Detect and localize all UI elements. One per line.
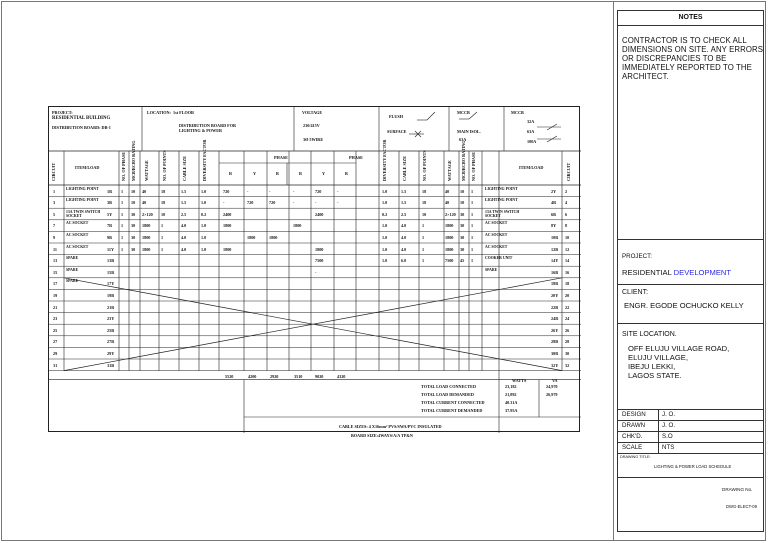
db-title: DISTRIBUTION BOARD FOR LIGHTING & POWER [179,123,237,133]
cell-c2: 16 [565,269,570,275]
summary-watts: 40.31A [505,399,518,405]
cell-w: 40 [142,200,147,206]
cell-w: 1800 [142,234,151,240]
summary-label: TOTAL LOAD CONNECTED [421,383,476,389]
cell-pts2: 1 [422,258,425,264]
cell-df: 1.0 [201,200,207,206]
project-name-accent: DEVELOPMENT [673,268,732,277]
cell-df2: 1.0 [382,234,388,240]
cell-cab2: 4.0 [401,234,407,240]
phase-total: 2920 [270,373,279,379]
cell-y2: 7500 [315,258,324,264]
phase-header-left: PHASE [274,155,288,160]
cell-cab2: 1.5 [401,188,407,194]
cell-y2: 720 [315,188,322,194]
summary-va: 24,970 [546,383,558,389]
cell-y2: 2400 [315,211,324,217]
cell-pts2: 18 [422,200,427,206]
scale-value: NTS [662,444,675,451]
cell-df2: 1.0 [382,258,388,264]
cell-ph: 9B [107,234,112,240]
cell-ph: 7R [107,223,113,229]
cell-c: 31 [53,362,58,368]
phase-total: 4200 [248,373,257,379]
cell-df2: 1.0 [382,200,388,206]
cell-ph2: 26Y [551,327,559,333]
cell-c2: 24 [565,316,570,322]
cell-r: 1800 [223,246,232,252]
cell-item: LIGHTING POINT [66,198,99,203]
summary-watts: 37.95A [505,407,518,413]
client-name: ENGR. EGODE OCHUCKO KELLY [624,301,744,310]
col-header-right: WATTAGE [447,160,452,181]
cell-cab2: 1.5 [401,200,407,206]
cell-c2: 20 [565,292,570,298]
cell-c2: 26 [565,327,570,333]
va-label: VA [552,378,558,383]
checked-value: S.O [662,433,673,440]
mccb-label-right: MCCB [511,110,524,115]
cell-mcb: 10 [131,200,136,206]
cell-c2: 10 [565,234,570,240]
cell-n2: 1 [471,258,474,264]
drawn-value: J. O. [662,422,676,429]
cell-c2: 6 [565,211,568,217]
cell-r: 1800 [223,223,232,229]
flush-label: FLUSH [389,114,403,119]
col-header-left: CABLE SIZE [182,155,187,181]
col-header-left: CIRCUIT [51,162,56,181]
cell-n: 1 [121,200,124,206]
cell-item2: AC SOCKET [485,221,508,226]
cell-mcb: 30 [131,211,136,217]
cell-y2: - [315,200,317,206]
cell-w2: 2×120 [445,211,456,217]
project-name-main: RESIDENTIAL [622,268,672,277]
schedule-project-name: RESIDENTIAL BUILDING [52,116,111,121]
cell-b2: - [337,200,339,206]
drawing-title-label: DRAWING TITLE: [620,455,651,459]
phase-col-header: R [299,171,303,176]
cell-c: 27 [53,339,58,345]
cell-ph: 13B [107,258,114,264]
cell-ph: 5Y [107,211,113,217]
voltage-value: 230/415V [303,123,320,128]
cell-ph2: 30R [551,350,559,356]
col-header-right: DIVERSITY FACTOR [382,139,387,181]
cell-ph: 21R [107,304,115,310]
cell-df2: 1.0 [382,246,388,252]
phase-col-header: Y [322,171,326,176]
cell-mcb: 30 [131,246,136,252]
cell-item: AC SOCKET [66,244,89,249]
cell-y: 720 [247,200,254,206]
cell-ph2: 6B [551,211,556,217]
cell-pts: 10 [161,211,166,217]
site-line-3: IBEJU LEKKI, [628,362,676,371]
cell-mcb2: 30 [460,223,465,229]
cell-w2: 1800 [445,246,454,252]
cell-c2: 4 [565,200,568,206]
col-header-right: ITEM/LOAD [519,165,544,170]
cell-pts2: 18 [422,188,427,194]
cell-c: 9 [53,234,56,240]
cell-item: SPARE [66,267,79,272]
cell-c: 25 [53,327,58,333]
phase-total: 4320 [337,373,346,379]
cell-b2: - [337,188,339,194]
cell-pts2: 1 [422,223,425,229]
cell-c2: 18 [565,281,570,287]
cell-n: 1 [121,246,124,252]
summary-label: TOTAL CURRENT DEMANDED [421,407,483,413]
col-header-left: ITEM/LOAD [75,165,100,170]
cell-n: 1 [121,188,124,194]
cell-c2: 8 [565,223,568,229]
cell-b: 720 [269,200,276,206]
cell-n2: 1 [471,223,474,229]
cell-w: 1800 [142,246,151,252]
col-header-left: NO. OF PHASE [121,151,126,181]
cell-ph: 31B [107,362,114,368]
cell-c: 17 [53,281,58,287]
cell-n2: 1 [471,211,474,217]
cell-c2: 14 [565,258,570,264]
cell-mcb: 10 [131,188,136,194]
cell-cab: 1.5 [181,188,187,194]
cell-cab: 4.0 [181,223,187,229]
cell-y: 1800 [247,234,256,240]
cell-c: 11 [53,246,57,252]
phase-total: 5520 [225,373,234,379]
phase-col-header: B [345,171,348,176]
site-line-1: OFF ELUJU VILLAGE ROAD, [628,344,730,353]
mccb-label-left: MCCB [457,110,470,115]
cell-pts: 1 [161,246,164,252]
cell-ph2: 8Y [551,223,557,229]
cell-ph: 11Y [107,246,114,252]
cell-ph2: 28B [551,339,558,345]
cell-cab: 4.0 [181,246,187,252]
cell-c2: 30 [565,350,570,356]
project-label: PROJECT: [622,253,652,260]
cell-mcb2: 30 [460,234,465,240]
cell-n2: 1 [471,188,474,194]
cell-mcb: 30 [131,223,136,229]
design-label: DESIGN [622,411,646,418]
cell-df: 0.2 [201,211,207,217]
cell-c: 1 [53,188,56,194]
cell-cab2: 2.5 [401,211,407,217]
site-line-4: LAGOS STATE. [628,371,682,380]
cell-mcb2: 10 [460,200,465,206]
summary-watts: 21,892 [505,391,517,397]
site-line-2: ELUJU VILLAGE, [628,353,688,362]
title-block-separator [613,1,614,541]
board-note: BOARD SIZE:4WAYS/A/A TP&N [351,433,413,438]
cell-c: 13 [53,258,58,264]
col-header-right: CIRCUIT [566,162,571,181]
cell-ph: 15R [107,269,115,275]
mccb-rating-3: 100A [527,139,537,144]
client-label: CLIENT: [622,289,649,296]
cell-ph2: 4R [551,200,557,206]
cell-cab2: 6.0 [401,258,407,264]
notes-title: NOTES [678,14,703,21]
cell-c: 21 [53,304,58,310]
main-isolator-label: MAIN ISOL. [457,129,481,134]
cell-ph: 27R [107,339,115,345]
cell-pts2: 10 [422,211,427,217]
cell-pts: 18 [161,200,166,206]
cell-w2: 1800 [445,234,454,240]
cell-b: - [269,188,271,194]
cell-n2: 1 [471,200,474,206]
cell-df2: 1.0 [382,188,388,194]
schedule-project-label: PROJECT: [52,110,73,115]
location-label: LOCATION: [147,110,171,115]
col-header-right: NO. OF POINTS [422,150,427,181]
cell-w2: 1800 [445,223,454,229]
cell-w: 40 [142,188,147,194]
summary-label: TOTAL LOAD DEMANDED [421,391,474,397]
mccb-rating-2: 63A [527,129,535,134]
cell-cab: 1.5 [181,200,187,206]
cell-r2: - [293,200,295,206]
cell-pts2: 1 [422,246,425,252]
cell-ph: 3B [107,200,112,206]
cell-r: 2400 [223,211,232,217]
cell-w2: 7500 [445,258,454,264]
summary-va: 26,979 [546,391,558,397]
col-header-left: DIVERSITY FACTOR [202,139,207,181]
cell-cab: 4.0 [181,234,187,240]
cell-item2: LIGHTING POINT [485,198,518,203]
cell-n: 1 [121,223,124,229]
mccb-rating-1: 32A [527,119,535,124]
drawing-number-label: DRAWING No. [722,487,753,492]
summary-label: TOTAL CURRENT CONNECTED [421,399,485,405]
cell-ph2: 14Y [551,258,559,264]
distribution-board-label: DISTRIBUTION BOARD: DB-1 [52,125,111,130]
cell-mcb2: 10 [460,188,465,194]
phase-total: 3510 [294,373,303,379]
cell-ph: 1R [107,188,113,194]
notes-text: CONTRACTOR IS TO CHECK ALL DIMENSIONS ON SITE. ANY ERRORS OR DISCREPANCIES TO BE IMMEDIATELY REPORTED TO THE ARCHITECT. [622,36,764,81]
cell-pts2: 1 [422,234,425,240]
cell-mcb2: 30 [460,246,465,252]
cell-b: 1800 [269,234,278,240]
cell-item2: AC SOCKET [485,244,508,249]
phase-col-header: R [229,171,233,176]
cell-n2: 1 [471,234,474,240]
cell-pts: 1 [161,223,164,229]
cell-pts: 18 [161,188,166,194]
cell-item: 13A TWIN SWITCH SOCKET [66,209,101,218]
grid-line [427,112,435,120]
cell-c2: 12 [565,246,570,252]
cell-item: SPARE [66,279,79,284]
cell-cab2: 4.0 [401,246,407,252]
cell-mcb: 30 [131,234,136,240]
cell-c2: 2 [565,188,568,194]
cell-df: 1.0 [201,246,207,252]
title-block [617,10,764,532]
cell-r2: - [293,188,295,194]
grid-line [469,112,477,119]
cell-df: 1.0 [201,188,207,194]
col-header-left: WATTAGE [144,160,149,181]
cell-r2: 1800 [293,223,302,229]
drawing-title: LIGHTING & POWER LOAD SCHEDULE [654,464,732,469]
cell-ph: 23Y [107,316,115,322]
col-header-right: CABLE SIZE [402,155,407,181]
cell-mcb2: 30 [460,211,465,217]
cable-note: CABLE SIZES: 4 X16mm² PVS/SWA/PVC INSULATED [339,424,442,429]
wires-value: 3Ø 5WIRE [303,137,324,142]
cell-item2: AC SOCKET [485,232,508,237]
cell-ph2: 22B [551,304,558,310]
cell-c: 3 [53,200,56,206]
cell-item2: COOKER UNIT [485,256,513,261]
load-schedule-table [48,106,580,438]
cell-w2: 40 [445,188,450,194]
surface-label: SURFACE [387,129,407,134]
cell-r: 720 [223,188,230,194]
cell-cab: 2.5 [181,211,187,217]
cell-ph2: 2Y [551,188,557,194]
cell-ph: 29Y [107,350,115,356]
cell-ph2: 32Y [551,362,559,368]
cell-item: LIGHTING POINT [66,186,99,191]
watts-label: WATTS [512,378,527,383]
cell-y2: - [315,269,317,275]
cell-ph: 19B [107,292,114,298]
col-header-right: MCB/RCBO RATING [461,140,466,181]
cell-item: AC SOCKET [66,232,89,237]
cell-pts: 1 [161,234,164,240]
cell-w: 1800 [142,223,151,229]
location-value: 1st FLOOR [173,110,195,115]
cell-df: 1.0 [201,234,207,240]
cell-df2: 1.0 [382,223,388,229]
col-header-right: NO. OF PHASE [471,151,476,181]
cell-item: SPARE [66,256,79,261]
col-header-left: NO. OF POINTS [162,150,167,181]
cell-n: 1 [121,234,124,240]
cell-r: - [223,200,225,206]
cell-n: 1 [121,211,124,217]
cell-w: 2×120 [142,211,153,217]
main-isolator-rating: 63A [459,137,467,142]
cell-ph2: 18R [551,281,559,287]
cell-y2: 1800 [315,246,324,252]
cell-mcb2: 45 [460,258,465,264]
cell-item2: SPARE [485,267,498,272]
phase-header-right: PHASE [349,155,363,160]
cell-ph2: 10R [551,234,559,240]
cell-c: 19 [53,292,58,298]
cell-df2: 0.2 [382,211,388,217]
cell-c2: 28 [565,339,570,345]
cell-ph2: 20Y [551,292,559,298]
cell-c2: 22 [565,304,570,310]
cell-c: 15 [53,269,58,275]
cell-n2: 1 [471,246,474,252]
design-value: J. O. [662,411,676,418]
checked-label: CHK'D. [622,433,643,440]
cell-df: 1.0 [201,223,207,229]
cell-item: AC SOCKET [66,221,89,226]
cell-ph: 17Y [107,281,115,287]
cell-y: - [247,188,249,194]
cell-c2: 32 [565,362,570,368]
cell-c: 29 [53,350,58,356]
cell-item2: 13A TWIN SWITCH SOCKET [485,209,520,218]
cell-item2: LIGHTING POINT [485,186,518,191]
cell-c: 7 [53,223,56,229]
cell-w2: 40 [445,200,450,206]
drawing-number: DWG-ELECT-09 [726,504,757,509]
col-header-left: MCB/RCBO RATING [131,140,136,181]
phase-col-header: Y [253,171,257,176]
cell-c: 5 [53,211,56,217]
cell-ph2: 16B [551,269,558,275]
phase-total: 9020 [315,373,324,379]
scale-label: SCALE [622,444,643,451]
cell-ph2: 24R [551,316,559,322]
cell-ph2: 12B [551,246,558,252]
voltage-label: VOLTAGE [302,110,323,115]
phase-col-header: B [276,171,279,176]
site-label: SITE LOCATION. [622,331,677,338]
cell-ph: 25B [107,327,114,333]
cell-cab2: 4.0 [401,223,407,229]
cell-c: 23 [53,316,58,322]
summary-watts: 23,182 [505,383,517,389]
project-name [622,268,731,277]
drawn-label: DRAWN [622,422,646,429]
